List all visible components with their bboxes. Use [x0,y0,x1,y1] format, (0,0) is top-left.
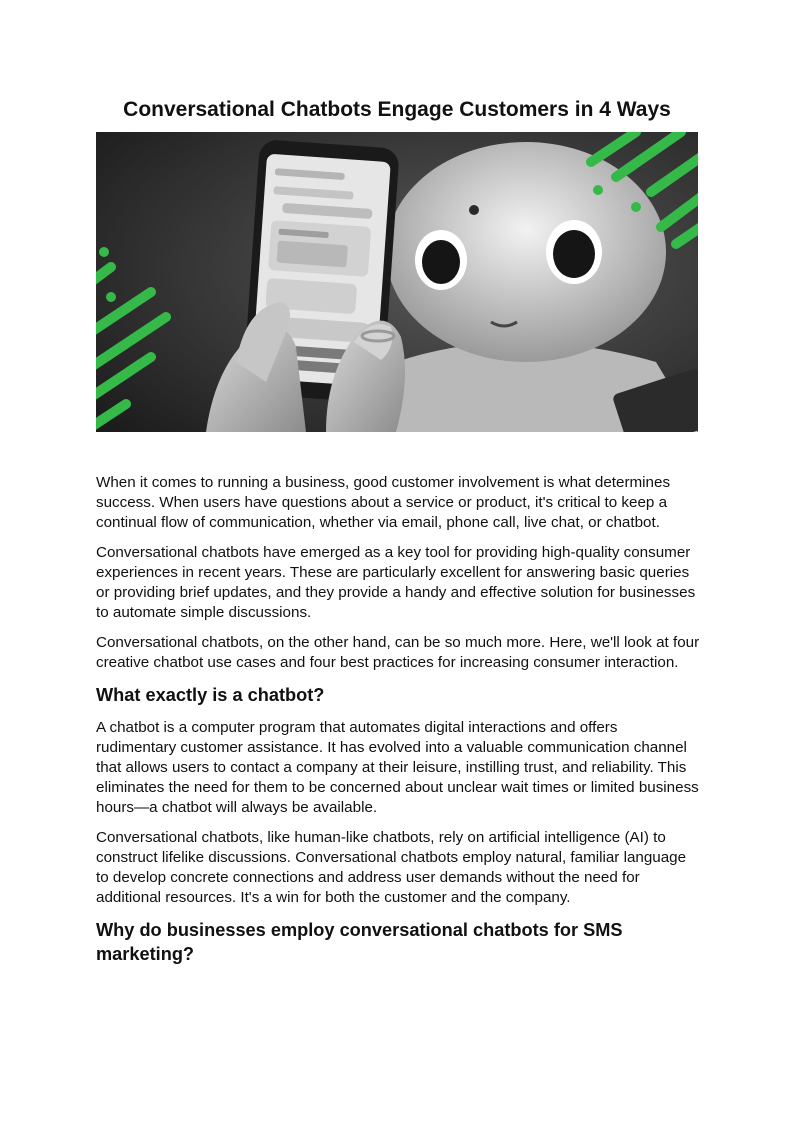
section-heading-what-is-chatbot: What exactly is a chatbot? [96,685,325,705]
section-heading-why-businesses: Why do businesses employ conversational chatbots for SMS marketing? [96,920,623,964]
document-title: Conversational Chatbots Engage Customers in 4 Ways [123,98,671,121]
hero-image [96,132,698,432]
intro-paragraph-1: When it comes to running a business, good customer involvement is what determines success. When users have questions about a service or product, it's critical to keep a continual flow of communication, whether via email, phone call, live chat, or chatbot. [96,474,671,531]
intro-paragraph-2: Conversational chatbots have emerged as a key tool for providing high-quality consumer experiences in recent years. These are particularly excellent for answering basic queries or providing brief updates, and they provide a handy and effective solution for businesses to automate simple discussions. [96,544,696,621]
intro-paragraph-3: Conversational chatbots, on the other hand, can be so much more. Here, we'll look at four creative chatbot use cases and four best practices for increasing consumer interaction. [96,634,700,671]
section1-paragraph-2: Conversational chatbots, like human-like chatbots, rely on artificial intelligence (AI) to construct lifelike discussions. Conversational chatbots employ natural, familiar language to develop concrete connections and address user demands without the need for additional resources. It's a win for both the customer and the company. [96,829,687,906]
article-body [96,473,700,977]
section1-paragraph-1: A chatbot is a computer program that automates digital interactions and offers rudimentary customer assistance. It has evolved into a valuable communication channel that allows users to contact a company at their leisure, instilling trust, and reliability. This eliminates the need for them to be concerned about unclear wait times or limited business hours—a chatbot will always be available. [96,719,699,816]
